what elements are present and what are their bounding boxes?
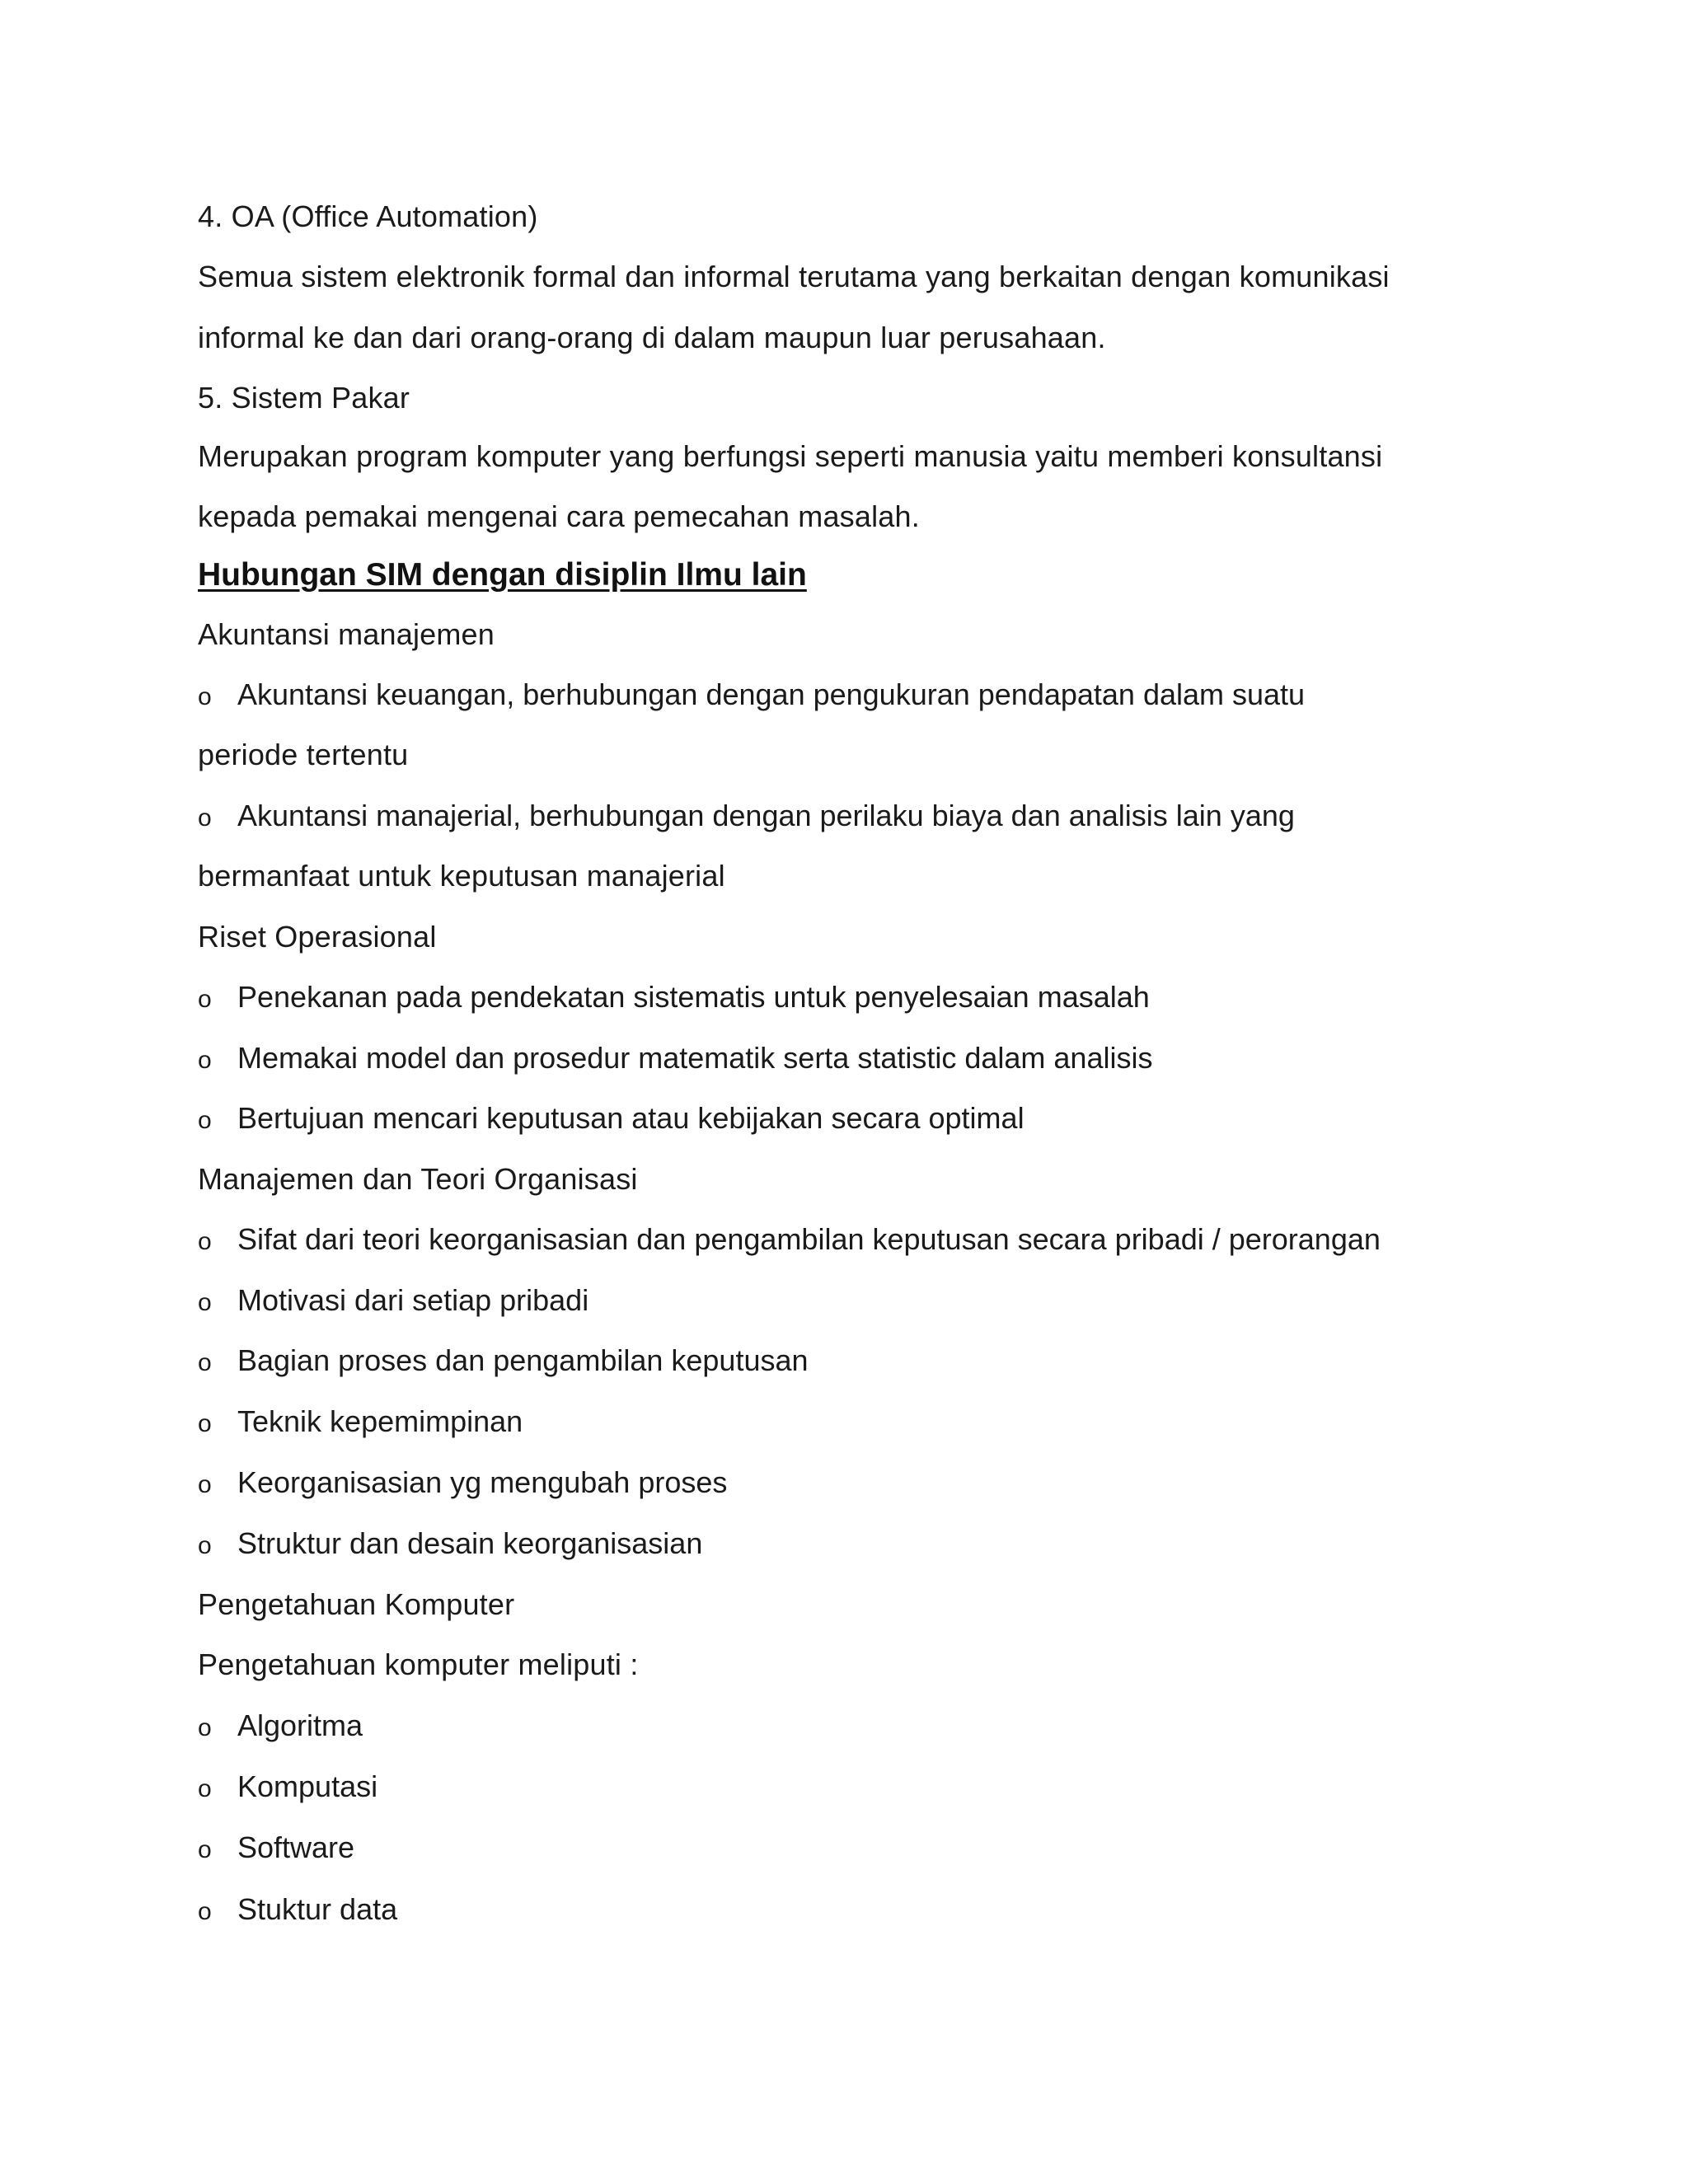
list-item-text: Penekanan pada pendekatan sistematis untuk penyelesaian masalah [237,980,1150,1014]
bullet-marker: o [198,1836,212,1863]
list-item [198,1892,398,1926]
bullet-marker: o [198,1714,212,1741]
bullet-marker: o [198,1775,212,1802]
list-item [198,801,1295,831]
list-item [198,1043,1152,1073]
section-4-body-line-1: Semua sistem elektronik formal dan informal terutama yang berkaitan dengan komunikasi [198,260,1390,293]
bullet-marker: o [198,1349,212,1376]
list-item-text: Memakai model dan prosedur matematik serta statistic dalam analisis [237,1041,1153,1075]
list-item-text: Struktur dan desain keorganisasian [237,1526,703,1560]
list-item-text: Motivasi dari setiap pribadi [237,1283,589,1317]
list-item-continuation: bermanfaat untuk keputusan manajerial [198,859,725,893]
list-item-text: Teknik kepemimpinan [237,1404,523,1438]
section-4-body-line-2: informal ke dan dari orang-orang di dalam maupun luar perusahaan. [198,321,1106,354]
list-item [198,1343,809,1377]
bullet-marker: o [198,683,212,710]
bullet-marker: o [198,1532,212,1559]
riset-title: Riset Operasional [198,920,437,954]
section-heading: Hubungan SIM dengan disiplin Ilmu lain [198,557,807,593]
list-item [198,1404,523,1438]
bullet-marker: o [198,1410,212,1437]
list-item [198,677,1306,711]
list-item-text: Software [237,1830,355,1864]
bullet-marker: o [198,1228,212,1255]
bullet-marker: o [198,1471,212,1498]
komputer-intro: Pengetahuan komputer meliputi : [198,1647,639,1681]
komputer-title: Pengetahuan Komputer [198,1587,515,1621]
akuntansi-title: Akuntansi manajemen [198,617,495,651]
list-item-text: Bagian proses dan pengambilan keputusan [237,1343,809,1377]
section-5-body-line-1: Merupakan program komputer yang berfungsi seperti manusia yaitu memberi konsultansi [198,439,1383,473]
list-item [198,982,1150,1012]
bullet-marker: o [198,986,212,1013]
list-item-text: Keorganisasian yg mengubah proses [237,1465,728,1499]
list-item-text: Komputasi [237,1769,378,1803]
bullet-marker: o [198,1107,212,1134]
bullet-marker: o [198,1289,212,1316]
list-item-text: Akuntansi manajerial, berhubungan dengan perilaku biaya dan analisis lain yang [237,799,1295,832]
section-4-title: 4. OA (Office Automation) [198,199,538,233]
bullet-marker: o [198,1898,212,1925]
list-item-text: Sifat dari teori keorganisasian dan pengambilan keputusan secara pribadi / perorangan [237,1222,1381,1256]
list-item-text: Algoritma [237,1708,363,1742]
list-item [198,1526,703,1560]
list-item [198,1222,1381,1256]
bullet-marker: o [198,1047,212,1074]
bullet-marker: o [198,804,212,832]
manajemen-title: Manajemen dan Teori Organisasi [198,1162,638,1196]
list-item [198,1708,363,1742]
list-item [198,1769,378,1803]
list-item [198,1101,1025,1135]
list-item [198,1283,589,1317]
section-5-title: 5. Sistem Pakar [198,381,410,415]
list-item-continuation: periode tertentu [198,738,409,771]
list-item-text: Stuktur data [237,1892,398,1926]
list-item [198,1830,355,1864]
list-item-text: Akuntansi keuangan, berhubungan dengan pengukuran pendapatan dalam suatu [237,677,1306,711]
section-5-body-line-2: kepada pemakai mengenai cara pemecahan masalah. [198,499,920,533]
list-item [198,1465,728,1499]
list-item-text: Bertujuan mencari keputusan atau kebijakan secara optimal [237,1101,1025,1135]
